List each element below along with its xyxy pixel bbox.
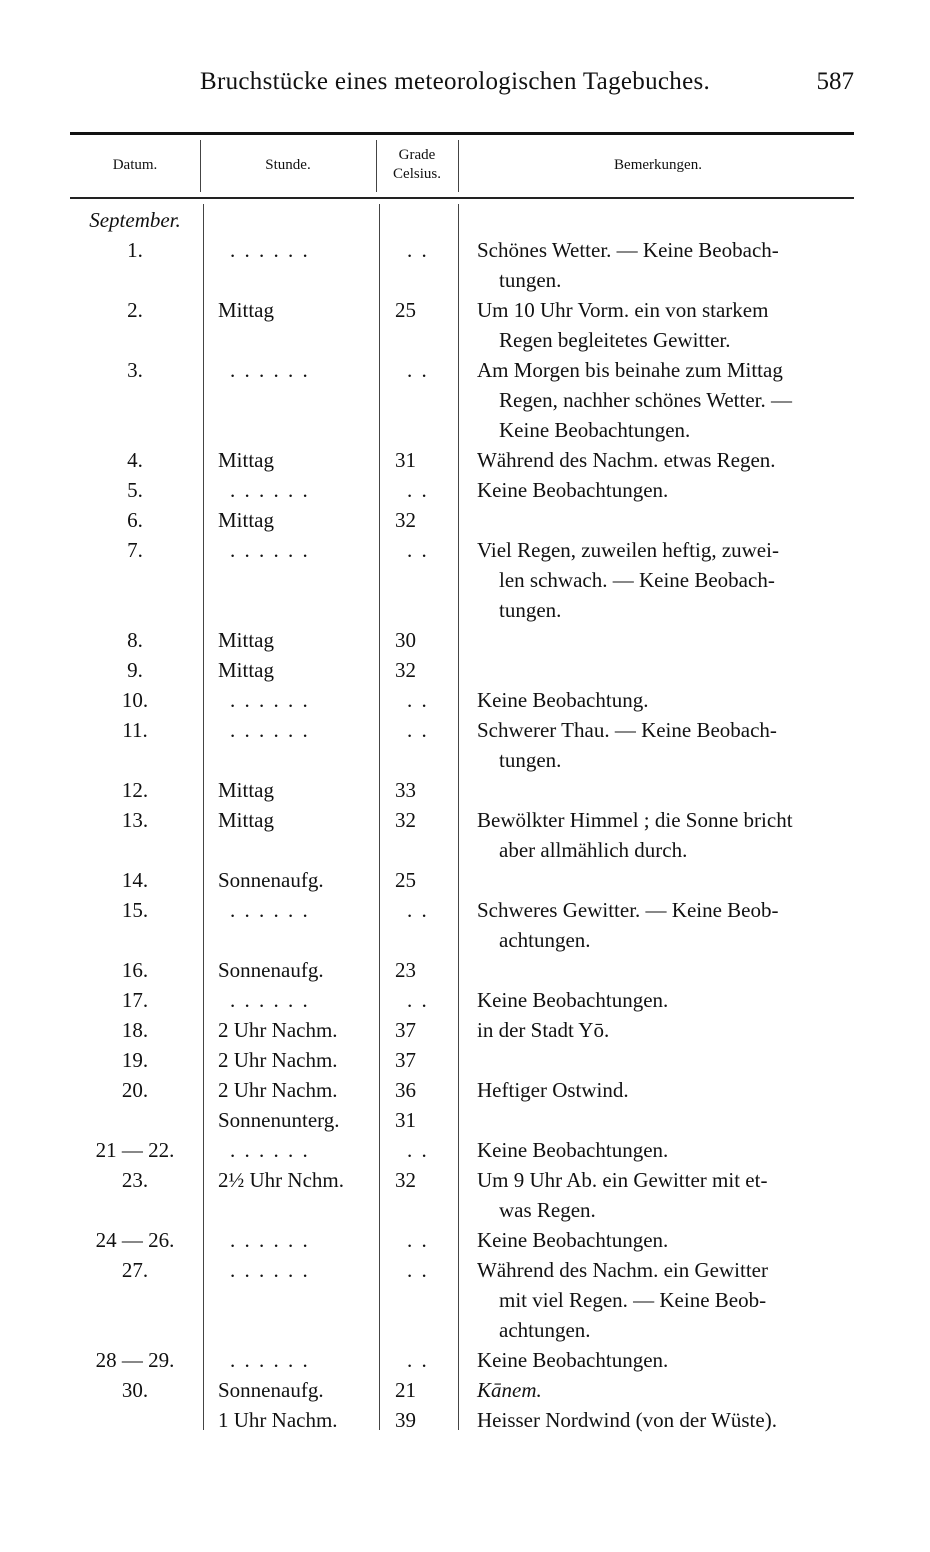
column-header-date: Datum. <box>112 157 158 173</box>
date-cell: 15. <box>121 898 149 922</box>
temperature-cell: . . <box>407 358 429 382</box>
hour-cell: Mittag <box>218 778 274 802</box>
table-row <box>0 1315 930 1345</box>
remark-cell: Regen, nachher schönes Wetter. — <box>499 388 792 412</box>
date-cell: 7. <box>127 538 143 562</box>
table-row <box>0 1375 930 1405</box>
hour-cell: Mittag <box>218 808 274 832</box>
date-cell: 16. <box>121 958 149 982</box>
table-row <box>0 655 930 685</box>
temperature-cell: 32 <box>395 508 416 532</box>
table-top-rule <box>70 132 854 135</box>
hour-cell: Sonnenaufg. <box>218 958 324 982</box>
table-row <box>0 445 930 475</box>
temperature-cell: 32 <box>395 658 416 682</box>
hour-cell: Mittag <box>218 658 274 682</box>
page-number: 587 <box>816 68 854 95</box>
column-header-temp-line2: Celsius. <box>393 166 441 182</box>
table-row <box>0 385 930 415</box>
remark-cell: Schönes Wetter. — Keine Beobach- <box>477 238 779 262</box>
temperature-cell: . . <box>407 1258 429 1282</box>
temperature-cell: 37 <box>395 1018 416 1042</box>
remark-cell: achtungen. <box>499 1318 591 1342</box>
temperature-cell: . . <box>407 688 429 712</box>
temperature-cell: 30 <box>395 628 416 652</box>
date-cell: 11. <box>122 718 148 742</box>
hour-cell: . . . . . . <box>230 1348 310 1372</box>
table-row <box>0 865 930 895</box>
remark-cell: Keine Beobachtungen. <box>477 988 669 1012</box>
table-row <box>0 595 930 625</box>
remark-cell: Während des Nachm. etwas Regen. <box>477 448 776 472</box>
hour-cell: . . . . . . <box>230 538 310 562</box>
date-cell: 8. <box>127 628 143 652</box>
remark-cell: len schwach. — Keine Beobach- <box>499 568 775 592</box>
table-row <box>0 265 930 295</box>
remark-cell: Keine Beobachtungen. <box>477 1138 669 1162</box>
table-row <box>0 715 930 745</box>
table-row <box>0 505 930 535</box>
remark-cell: Keine Beobachtungen. <box>477 1228 669 1252</box>
temperature-cell: . . <box>407 1228 429 1252</box>
column-divider <box>200 140 201 192</box>
date-cell: 23. <box>121 1168 149 1192</box>
temperature-cell: 25 <box>395 868 416 892</box>
table-row <box>0 415 930 445</box>
date-cell: September. <box>89 208 181 232</box>
remark-cell: aber allmählich durch. <box>499 838 688 862</box>
remark-cell: Um 10 Uhr Vorm. ein von starkem <box>477 298 769 322</box>
date-cell: 4. <box>127 448 143 472</box>
temperature-cell: 37 <box>395 1048 416 1072</box>
temperature-cell: . . <box>407 1348 429 1372</box>
hour-cell: . . . . . . <box>230 238 310 262</box>
remark-cell: Viel Regen, zuweilen heftig, zuwei- <box>477 538 779 562</box>
temperature-cell: 31 <box>395 448 416 472</box>
column-header-temp-line1: Grade <box>398 147 436 163</box>
remark-cell: Keine Beobachtungen. <box>477 1348 669 1372</box>
column-header-hour: Stunde. <box>265 157 311 173</box>
temperature-cell: . . <box>407 238 429 262</box>
table-row <box>0 1345 930 1375</box>
temperature-cell: . . <box>407 898 429 922</box>
remark-cell: Keine Beobachtung. <box>477 688 649 712</box>
date-cell: 28 — 29. <box>95 1348 175 1372</box>
table-row <box>0 1135 930 1165</box>
remark-cell: Heftiger Ostwind. <box>477 1078 629 1102</box>
temperature-cell: . . <box>407 1138 429 1162</box>
table-row <box>0 1195 930 1225</box>
table-row <box>0 1015 930 1045</box>
date-cell: 30. <box>121 1378 149 1402</box>
remark-cell: Regen begleitetes Gewitter. <box>499 328 731 352</box>
table-row <box>0 475 930 505</box>
column-header-temp <box>376 146 458 184</box>
remark-cell: tungen. <box>499 268 562 292</box>
hour-cell: . . . . . . <box>230 1258 310 1282</box>
running-title: Bruchstücke eines meteorologischen Tagebuches. <box>200 68 711 95</box>
table-row <box>0 565 930 595</box>
table-row <box>0 1165 930 1195</box>
remark-cell: Am Morgen bis beinahe zum Mittag <box>477 358 783 382</box>
remark-cell: tungen. <box>499 598 562 622</box>
table-row <box>0 985 930 1015</box>
temperature-cell: 36 <box>395 1078 416 1102</box>
remark-cell: Keine Beobachtungen. <box>499 418 691 442</box>
temperature-cell: 33 <box>395 778 416 802</box>
date-cell: 9. <box>127 658 143 682</box>
date-cell: 19. <box>121 1048 149 1072</box>
remark-cell: Kānem. <box>477 1378 542 1402</box>
hour-cell: Sonnenunterg. <box>218 1108 340 1132</box>
table-row <box>0 1405 930 1435</box>
date-cell: 1. <box>127 238 143 262</box>
table-row <box>0 835 930 865</box>
table-row <box>0 805 930 835</box>
remark-cell: Heisser Nordwind (von der Wüste). <box>477 1408 777 1432</box>
table-row <box>0 685 930 715</box>
table-row <box>0 1285 930 1315</box>
hour-cell: 2 Uhr Nachm. <box>218 1048 338 1072</box>
table-row <box>0 745 930 775</box>
remark-cell: Schwerer Thau. — Keine Beobach- <box>477 718 777 742</box>
temperature-cell: . . <box>407 988 429 1012</box>
table-row <box>0 235 930 265</box>
hour-cell: Mittag <box>218 508 274 532</box>
hour-cell: Mittag <box>218 448 274 472</box>
date-cell: 24 — 26. <box>95 1228 175 1252</box>
hour-cell: . . . . . . <box>230 1228 310 1252</box>
hour-cell: . . . . . . <box>230 478 310 502</box>
remark-cell: tungen. <box>499 748 562 772</box>
hour-cell: . . . . . . <box>230 358 310 382</box>
date-cell: 27. <box>121 1258 149 1282</box>
date-cell: 14. <box>121 868 149 892</box>
table-row <box>0 1255 930 1285</box>
table-row <box>0 295 930 325</box>
temperature-cell: . . <box>407 538 429 562</box>
temperature-cell: 25 <box>395 298 416 322</box>
remark-cell: was Regen. <box>499 1198 596 1222</box>
table-row <box>0 1045 930 1075</box>
table-row <box>0 1105 930 1135</box>
temperature-cell: 39 <box>395 1408 416 1432</box>
hour-cell: . . . . . . <box>230 688 310 712</box>
date-cell: 13. <box>121 808 149 832</box>
temperature-cell: 32 <box>395 808 416 832</box>
table-row <box>0 775 930 805</box>
temperature-cell: 32 <box>395 1168 416 1192</box>
hour-cell: 2 Uhr Nachm. <box>218 1018 338 1042</box>
remark-cell: mit viel Regen. — Keine Beob- <box>499 1288 767 1312</box>
column-header-remarks: Bemerkungen. <box>614 157 702 173</box>
date-cell: 3. <box>127 358 143 382</box>
date-cell: 12. <box>121 778 149 802</box>
hour-cell: Mittag <box>218 298 274 322</box>
remark-cell: Während des Nachm. ein Gewitter <box>477 1258 768 1282</box>
date-cell: 6. <box>127 508 143 532</box>
table-header-rule <box>70 197 854 199</box>
hour-cell: 2½ Uhr Nchm. <box>218 1168 344 1192</box>
hour-cell: . . . . . . <box>230 718 310 742</box>
hour-cell: 2 Uhr Nachm. <box>218 1078 338 1102</box>
remark-cell: achtungen. <box>499 928 591 952</box>
date-cell: 2. <box>127 298 143 322</box>
date-cell: 10. <box>121 688 149 712</box>
running-head <box>0 68 930 104</box>
remark-cell: in der Stadt Yō. <box>477 1018 610 1042</box>
hour-cell: Mittag <box>218 628 274 652</box>
remark-cell: Keine Beobachtungen. <box>477 478 669 502</box>
table-row <box>0 955 930 985</box>
column-divider <box>458 140 459 192</box>
date-cell: 5. <box>127 478 143 502</box>
hour-cell: 1 Uhr Nachm. <box>218 1408 338 1432</box>
hour-cell: Sonnenaufg. <box>218 1378 324 1402</box>
date-cell: 18. <box>121 1018 149 1042</box>
hour-cell: . . . . . . <box>230 988 310 1012</box>
table-row <box>0 895 930 925</box>
table-row <box>0 1225 930 1255</box>
hour-cell: Sonnenaufg. <box>218 868 324 892</box>
temperature-cell: . . <box>407 718 429 742</box>
remark-cell: Schweres Gewitter. — Keine Beob- <box>477 898 779 922</box>
temperature-cell: 31 <box>395 1108 416 1132</box>
date-cell: 20. <box>121 1078 149 1102</box>
temperature-cell: 23 <box>395 958 416 982</box>
column-divider <box>376 140 377 192</box>
table-row <box>0 355 930 385</box>
temperature-cell: 21 <box>395 1378 416 1402</box>
table-row <box>0 325 930 355</box>
temperature-cell: . . <box>407 478 429 502</box>
date-cell: 17. <box>121 988 149 1012</box>
table-row <box>0 625 930 655</box>
table-row <box>0 205 930 235</box>
table-row <box>0 925 930 955</box>
date-cell: 21 — 22. <box>95 1138 175 1162</box>
hour-cell: . . . . . . <box>230 1138 310 1162</box>
table-row <box>0 535 930 565</box>
hour-cell: . . . . . . <box>230 898 310 922</box>
table-row <box>0 1075 930 1105</box>
remark-cell: Bewölkter Himmel ; die Sonne bricht <box>477 808 793 832</box>
remark-cell: Um 9 Uhr Ab. ein Gewitter mit et- <box>477 1168 768 1192</box>
